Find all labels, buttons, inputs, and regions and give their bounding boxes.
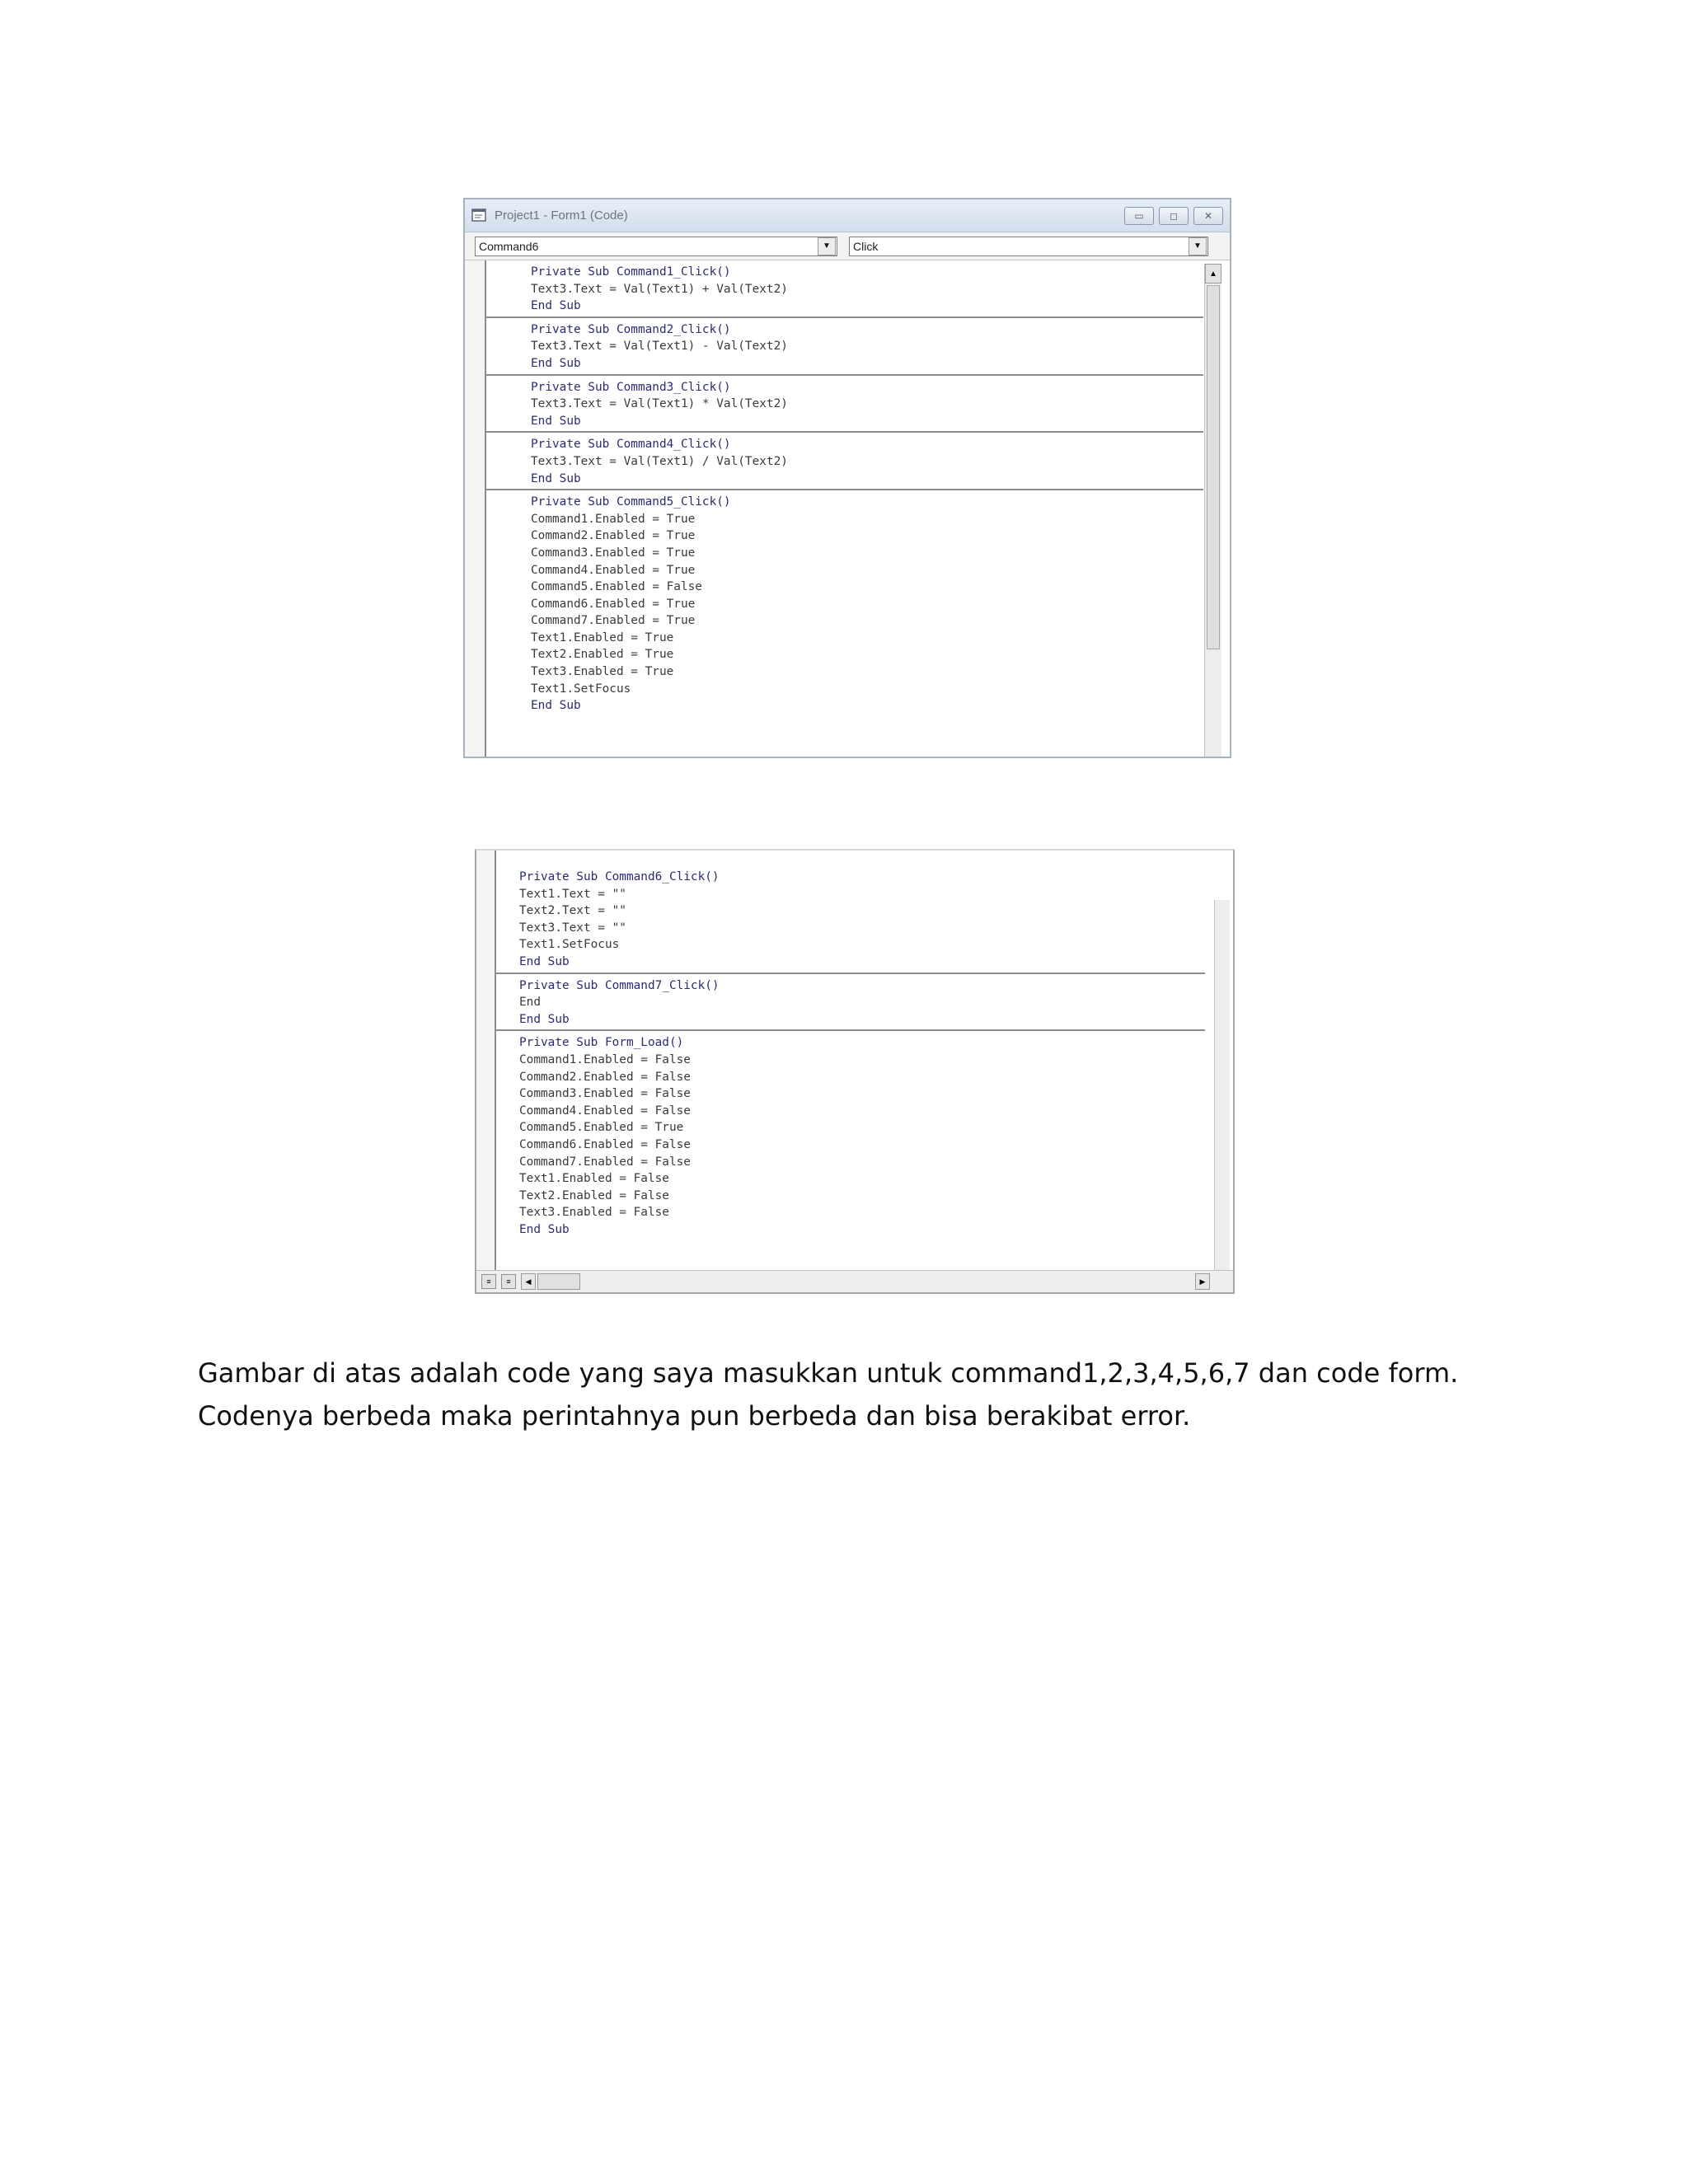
code-line[interactable]: Text3.Text = Val(Text1) * Val(Text2) [531,397,788,411]
procedure-list [476,851,1233,1240]
scroll-left-icon[interactable]: ◀ [521,1273,536,1290]
procedure-block [485,376,1203,434]
code-line[interactable]: Command3.Enabled = False [519,1087,691,1101]
code-line[interactable]: Text3.Text = Val(Text1) - Val(Text2) [531,340,788,354]
code-line[interactable]: Private Sub Form_Load() [519,1036,684,1050]
code-line[interactable]: End Sub [531,414,581,428]
procedure-block [495,865,1205,974]
combo-bar [465,232,1230,260]
code-line[interactable]: End Sub [531,356,581,370]
code-line[interactable]: Command6.Enabled = False [519,1137,691,1151]
horizontal-scrollbar[interactable] [476,1270,1233,1292]
code-line[interactable]: Private Sub Command2_Click() [531,322,731,336]
procedure-combo[interactable] [849,237,1208,256]
full-module-view-icon[interactable]: ≡ [501,1274,516,1289]
code-line[interactable]: End Sub [519,1222,570,1236]
procedure-block [495,974,1205,1032]
code-line[interactable]: Private Sub Command5_Click() [531,495,731,509]
window-titlebar [465,199,1230,232]
code-line[interactable]: Private Sub Command6_Click() [519,870,720,883]
code-line[interactable]: Command7.Enabled = True [531,614,696,628]
code-line[interactable]: Text2.Text = "" [519,904,626,918]
code-line[interactable]: Text3.Enabled = False [519,1206,669,1220]
procedure-combo-value: Click [853,239,879,253]
code-line[interactable]: Command6.Enabled = True [531,597,696,611]
code-line[interactable]: Command2.Enabled = False [519,1070,691,1084]
vertical-scrollbar[interactable] [1204,264,1221,758]
horizontal-scrollbar-thumb[interactable] [537,1273,580,1290]
window-title: Project1 - Form1 (Code) [495,209,628,223]
code-line[interactable]: End Sub [531,471,581,485]
code-line[interactable]: Text2.Enabled = False [519,1188,669,1202]
close-button[interactable]: ✕ [1193,207,1223,225]
code-line[interactable]: Command1.Enabled = False [519,1052,691,1066]
code-line[interactable]: End Sub [519,954,570,968]
object-combo[interactable] [475,237,837,256]
scroll-right-icon[interactable]: ▶ [1195,1273,1210,1290]
minimize-button[interactable]: ▭ [1124,207,1154,225]
code-line[interactable]: Text2.Enabled = True [531,648,674,662]
code-line[interactable]: Text3.Text = "" [519,921,626,935]
code-line[interactable]: Text3.Enabled = True [531,665,674,679]
code-line[interactable]: Text3.Text = Val(Text1) / Val(Text2) [531,454,788,468]
code-line[interactable]: End [519,996,541,1010]
window-controls [1124,207,1223,225]
code-line[interactable]: Text1.SetFocus [519,938,620,952]
code-line[interactable]: Private Sub Command3_Click() [531,380,731,394]
procedure-block [495,1031,1205,1240]
code-editor[interactable] [465,260,1230,758]
scroll-up-icon[interactable]: ▲ [1205,264,1221,284]
code-line[interactable]: Private Sub Command1_Click() [531,265,731,279]
procedure-view-icon[interactable]: ≡ [481,1274,496,1289]
code-line[interactable]: End Sub [519,1012,570,1026]
object-combo-value: Command6 [479,239,539,253]
code-line[interactable]: End Sub [531,699,581,713]
margin-indicator-bar [465,260,486,758]
code-line[interactable]: Command7.Enabled = False [519,1155,691,1169]
procedure-block [485,260,1203,318]
code-window-screenshot-1 [463,198,1231,758]
procedure-list [465,260,1230,716]
code-window-screenshot-2 [475,849,1235,1294]
scrollbar-thumb[interactable] [1207,285,1220,649]
code-line[interactable]: Command4.Enabled = False [519,1104,691,1118]
code-line[interactable]: Text1.Text = "" [519,887,626,901]
procedure-block [485,433,1203,490]
code-line[interactable]: Text3.Text = Val(Text1) + Val(Text2) [531,282,788,296]
code-line[interactable]: Command5.Enabled = False [531,580,702,594]
code-line[interactable]: Text1.SetFocus [531,682,631,696]
code-line[interactable]: Command2.Enabled = True [531,529,696,543]
vertical-scrollbar[interactable] [1214,900,1230,1271]
code-line[interactable]: Command4.Enabled = True [531,563,696,577]
procedure-block [485,490,1203,716]
caption-paragraph: Gambar di atas adalah code yang saya masukkan untuk command1,2,3,4,5,6,7 dan code form. Codenya berbeda maka perintahnya pun berbeda dan bisa berakibat error. [198,1357,1459,1432]
chevron-down-icon[interactable]: ▼ [1189,237,1207,255]
code-line[interactable]: Private Sub Command7_Click() [519,978,720,992]
code-line[interactable]: Text1.Enabled = False [519,1172,669,1186]
code-line[interactable]: Text1.Enabled = True [531,630,674,644]
code-line[interactable]: Command3.Enabled = True [531,546,696,560]
chevron-down-icon[interactable]: ▼ [818,237,836,255]
code-window-icon [471,209,488,223]
code-line[interactable]: Private Sub Command4_Click() [531,438,731,452]
code-line[interactable]: Command5.Enabled = True [519,1121,684,1135]
procedure-block [485,318,1203,376]
maximize-button[interactable]: ◻ [1159,207,1189,225]
code-line[interactable]: End Sub [531,299,581,313]
margin-indicator-bar [476,851,496,1271]
code-line[interactable]: Command1.Enabled = True [531,512,696,526]
code-editor[interactable] [476,851,1233,1271]
